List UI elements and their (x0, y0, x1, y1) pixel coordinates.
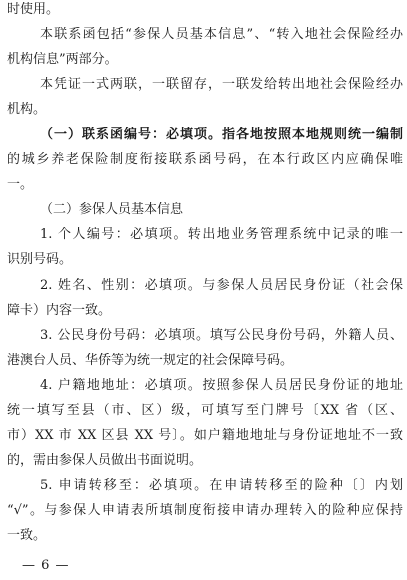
text-line: 5. 申请转移至：必填项。在申请转移至的险种〔〕内划 (40, 478, 403, 493)
text-line: 港澳台人员、华侨等为统一规定的社会保障号码。 (7, 353, 294, 368)
section-heading: （二）参保人员基本信息 (40, 202, 184, 217)
text-line: “√”。与参保人申请表所填制度衔接申请办理转入的险种应保持 (7, 503, 403, 518)
page-number: — 6 — (22, 558, 70, 573)
text-line: 识别号码。 (7, 252, 73, 267)
text-line: 时使用。 (7, 2, 60, 17)
text-line: 市）XX 市 XX 区县 XX 号〕。如户籍地地址与身份证地址不一致 (7, 428, 403, 443)
text-line: 3. 公民身份号码：必填项。填写公民身份号码，外籍人员、 (40, 328, 403, 343)
section-heading-line: （一）联系函编号：必填项。指各地按照本地规则统一编制 (40, 127, 403, 142)
text-line: 一。 (7, 177, 34, 192)
text-line: 1. 个人编号：必填项。转出地业务管理系统中记录的唯一 (40, 227, 403, 242)
text-line: 本联系函包括“参保人员基本信息”、“转入地社会保险经办 (40, 27, 403, 42)
text-line: 障卡）内容一致。 (7, 303, 112, 318)
text-line: 一致。 (7, 528, 47, 543)
text-line: 本凭证一式两联，一联留存，一联发给转出地社会保险经办 (40, 77, 403, 92)
text-line: 4. 户籍地地址：必填项。按照参保人员居民身份证的地址 (40, 378, 403, 393)
text-line: 机构信息”两部分。 (7, 52, 118, 67)
text-line: 机构。 (7, 102, 47, 117)
text-line: 2. 姓名、性别：必填项。与参保人员居民身份证（社会保 (40, 278, 403, 293)
text-line: 统一填写至县（市、区）级，可填写至门牌号〔XX 省（区、 (7, 403, 403, 418)
text-line: 的，需由参保人员做出书面说明。 (7, 453, 203, 468)
text-line: 的城乡养老保险制度衔接联系函号码，在本行政区内应确保唯 (7, 152, 403, 167)
